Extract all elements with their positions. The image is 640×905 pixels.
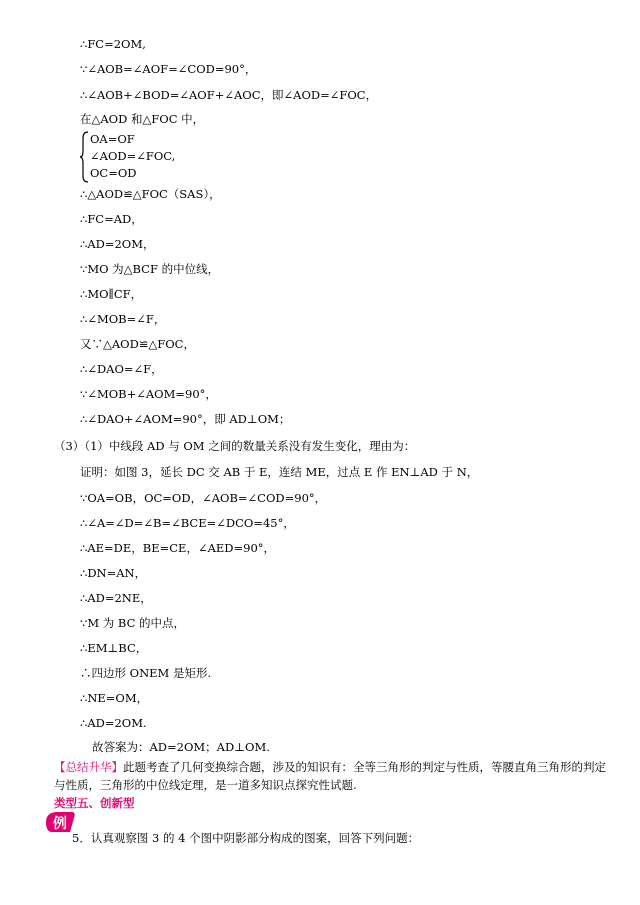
text-line: ∵M 为 BC 的中点，	[80, 616, 186, 630]
section-title: 类型五、创新型	[54, 796, 135, 810]
text-line: 又∵△AOD≌△FOC，	[80, 337, 195, 351]
text-line: ∴∠DAO+∠AOM=90°，即 AD⊥OM；	[80, 412, 291, 426]
summary-paragraph	[54, 758, 616, 794]
text-line: ∴四边形 ONEM 是矩形.	[80, 666, 212, 680]
text-line: ∴EM⊥BC，	[80, 641, 148, 655]
text-line: ∴FC=2OM,	[80, 37, 146, 51]
text-line: ∴AD=2OM，	[80, 237, 155, 251]
text-line: ∴DN=AN，	[80, 566, 147, 580]
equation-line: OC=OD	[90, 166, 137, 180]
text-line: ∴NE=OM，	[80, 691, 149, 705]
text-line: ∴∠AOB+∠BOD=∠AOF+∠AOC，即∠AOD=∠FOC，	[80, 88, 378, 102]
summary-tag: 【总结升华】	[54, 760, 123, 774]
text-line: ∵MO 为△BCF 的中位线，	[80, 262, 220, 276]
text-line: ∴AD=2OM.	[80, 716, 147, 730]
text-line: ∴∠MOB=∠F，	[80, 312, 166, 326]
text-line: 证明：如图 3，延长 DC 交 AB 于 E，连结 ME，过点 E 作 EN⊥AD 于 N，	[80, 465, 479, 479]
text-line: 在△AOD 和△FOC 中，	[80, 112, 205, 126]
text-line: （3）（1）中线段 AD 与 OM 之间的数量关系没有发生变化，理由为：	[54, 439, 416, 453]
text-line: ∴AE=DE，BE=CE，∠AED=90°，	[80, 541, 276, 555]
summary-text: 此题考查了几何变换综合题，涉及的知识有：全等三角形的判定与性质，等腰直角三角形的判定与性质，三角形的中位线定理，是一道多知识点探究性试题.	[54, 760, 606, 792]
text-line: ∴AD=2NE，	[80, 591, 152, 605]
text-line: ∴∠DAO=∠F，	[80, 362, 163, 376]
text-line: ∴MO∥CF，	[80, 287, 143, 301]
text-line: ∵∠AOB=∠AOF=∠COD=90°，	[80, 62, 257, 76]
equation-line: ∠AOD=∠FOC,	[90, 149, 176, 163]
text-line: ∵OA=OB，OC=OD，∠AOB=∠COD=90°，	[80, 491, 327, 505]
answer-line: 故答案为：AD=2OM；AD⊥OM.	[92, 740, 270, 754]
equation-system	[80, 131, 280, 183]
left-brace-icon	[80, 131, 90, 183]
text-line: ∵∠MOB+∠AOM=90°，	[80, 387, 217, 401]
equation-line: OA=OF	[90, 132, 135, 146]
text-line: ∴△AOD≌△FOC（SAS），	[80, 187, 221, 201]
example-badge-label: 例	[53, 816, 67, 832]
text-line: ∴FC=AD，	[80, 212, 143, 226]
question-line: 5．认真观察图 3 的 4 个图中阴影部分构成的图案，回答下列问题：	[72, 831, 420, 845]
text-line: ∴∠A=∠D=∠B=∠BCE=∠DCO=45°，	[80, 516, 295, 530]
